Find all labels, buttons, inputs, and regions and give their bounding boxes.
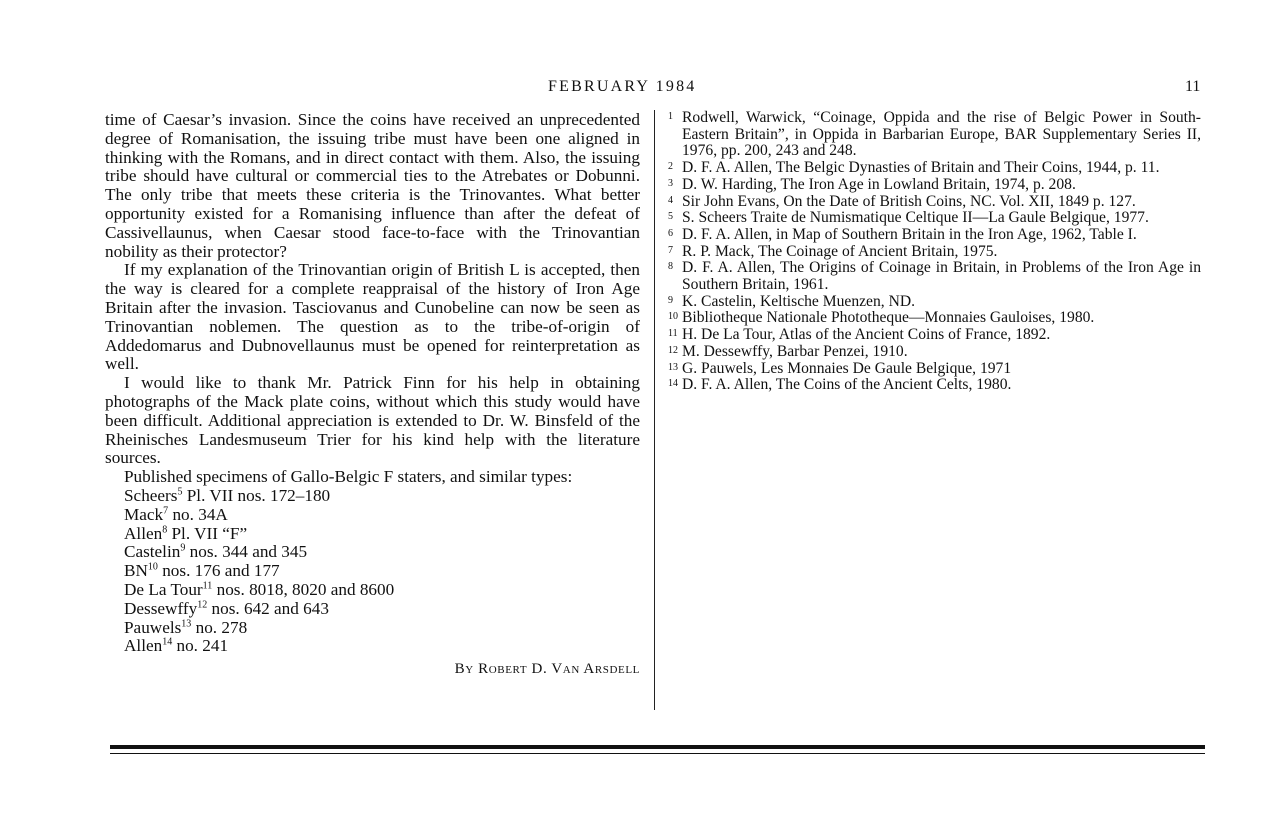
specimen-detail: nos. 176 and 177 — [157, 561, 280, 581]
specimen-source: BN — [124, 561, 148, 581]
footnote-number: 13 — [668, 361, 678, 373]
footnote-text: Bibliotheque Nationale Phototheque—Monnaies Gauloises, 1980. — [682, 309, 1095, 327]
footnotes-column — [668, 110, 1201, 394]
specimen-source: Scheers — [124, 485, 178, 505]
footnote — [668, 294, 1201, 311]
footnote — [668, 177, 1201, 194]
specimen-source: Allen — [124, 636, 163, 656]
footnote-text: D. F. A. Allen, The Coins of the Ancient Celts, 1980. — [682, 376, 1012, 394]
specimen-item — [124, 600, 640, 619]
footnote-number: 4 — [668, 194, 673, 206]
footnote-text: S. Scheers Traite de Numismatique Celtique II—La Gaule Belgique, 1977. — [682, 209, 1149, 227]
footnote-ref: 9 — [180, 542, 186, 554]
footnote — [668, 260, 1201, 293]
specimen-item — [124, 619, 640, 638]
main-text-column — [105, 111, 640, 679]
footnote — [668, 310, 1201, 327]
specimen-detail: nos. 344 and 345 — [185, 542, 308, 562]
footnote — [668, 361, 1201, 378]
footnote-text: D. W. Harding, The Iron Age in Lowland Britain, 1974, p. 208. — [682, 175, 1076, 193]
footnote-ref: 8 — [162, 523, 168, 535]
footnote-number: 3 — [668, 177, 673, 189]
footnote-text: D. F. A. Allen, The Origins of Coinage in Britain, in Problems of the Iron Age in Southern Britain, 1961. — [682, 259, 1201, 294]
footnote — [668, 194, 1201, 211]
specimen-detail: no. 278 — [191, 617, 248, 637]
specimen-detail: nos. 642 and 643 — [207, 598, 329, 618]
footnote-ref: 7 — [163, 505, 169, 516]
footnote-number: 12 — [668, 344, 678, 356]
footnote-number: 6 — [668, 227, 673, 239]
footnote-text: D. F. A. Allen, The Belgic Dynasties of Britain and Their Coins, 1944, p. 11. — [682, 159, 1160, 177]
page-header — [0, 78, 1270, 100]
footnote-text: R. P. Mack, The Coinage of Ancient Britain, 1975. — [682, 242, 998, 260]
specimen-source: Dessewffy — [124, 598, 198, 618]
footnote — [668, 227, 1201, 244]
specimen-item — [124, 543, 640, 562]
footnote-number: 11 — [668, 328, 678, 340]
paragraph-1: time of Caesar’s invasion. Since the coins have received an unprecedented degree of Romanisation, the issuing tribe must have been one aligned in thinking with the Romans, and in direct contact with them. Also, the issuing tribe should have cultural or commercial ties to the Atrebates or Dobunni. The only tribe that meets these criteria is the Trinovantes. What better opportunity existed for a Romanising influence than after the defeat of Cassivellaunus, when Caesar stood face-to-face with the Trinovantian nobility as their protector? — [105, 110, 640, 261]
specimen-source: Pauwels — [124, 617, 182, 637]
footnote — [668, 210, 1201, 227]
column-divider — [654, 110, 655, 710]
bottom-rule-thick — [110, 745, 1205, 749]
footnote — [668, 160, 1201, 177]
specimen-item — [124, 487, 640, 506]
footnote — [668, 244, 1201, 261]
specimen-detail: Pl. VII nos. 172–180 — [182, 485, 331, 505]
running-title: FEBRUARY 1984 — [548, 78, 697, 95]
specimen-detail: Pl. VII “F” — [167, 523, 248, 543]
footnote-ref: 12 — [197, 598, 208, 610]
footnote-text: M. Dessewffy, Barbar Penzei, 1910. — [682, 342, 908, 360]
footnote-number: 10 — [668, 311, 678, 323]
footnote-number: 1 — [668, 111, 673, 122]
footnote-number: 5 — [668, 211, 673, 223]
page-number: 11 — [1185, 78, 1201, 95]
paragraph-2: If my explanation of the Trinovantian origin of British L is accepted, then the way is cleared for a complete reappraisal of the history of Iron Age Britain after the invasion. Tasciovanus and Cunobeline can now be seen as Trinovantian noblemen. The question as to the tribe-of-origin of Addedomarus and Dubnovellaunus must be opened for reinterpretation as well. — [105, 260, 640, 374]
specimen-item — [124, 562, 640, 581]
specimen-source: De La Tour — [124, 579, 203, 599]
footnote-text: Sir John Evans, On the Date of British Coins, NC. Vol. XII, 1849 p. 127. — [682, 192, 1136, 210]
footnote-ref: 10 — [147, 561, 158, 573]
specimen-detail: nos. 8018, 8020 and 8600 — [212, 579, 395, 599]
footnote-text: H. De La Tour, Atlas of the Ancient Coins of France, 1892. — [682, 326, 1051, 344]
footnote-text: Rodwell, Warwick, “Coinage, Oppida and the rise of Belgic Power in South-Eastern Britain”, in Oppida in Barbarian Europe, BAR Supplementary Series II, 1976, pp. 200, 243 and 248. — [682, 109, 1201, 160]
footnote-text: G. Pauwels, Les Monnaies De Gaule Belgique, 1971 — [682, 359, 1012, 377]
specimen-source: Allen — [124, 523, 163, 543]
paragraph-4: Published specimens of Gallo-Belgic F staters, and similar types: — [124, 467, 573, 487]
footnote-text: K. Castelin, Keltische Muenzen, ND. — [682, 292, 915, 310]
footnote-number: 9 — [668, 294, 673, 306]
specimen-source: Castelin — [124, 542, 181, 562]
specimen-item — [124, 506, 640, 525]
specimen-detail: no. 241 — [172, 636, 229, 656]
footnote-ref: 5 — [177, 486, 183, 498]
footnote-ref: 14 — [162, 636, 173, 648]
footnote-text: D. F. A. Allen, in Map of Southern Britain in the Iron Age, 1962, Table I. — [682, 225, 1137, 243]
specimen-item — [124, 637, 640, 656]
footnote-number: 7 — [668, 244, 673, 256]
footnote-number: 8 — [668, 261, 673, 273]
footnote — [668, 377, 1201, 394]
specimen-detail: no. 34A — [168, 504, 228, 524]
footnote — [668, 110, 1201, 160]
bottom-rule-thin — [110, 753, 1205, 754]
specimen-item — [124, 525, 640, 544]
specimen-source: Mack — [124, 504, 164, 524]
footnote-number: 14 — [668, 378, 678, 390]
footnote — [668, 344, 1201, 361]
byline: By Robert D. Van Arsdell — [454, 661, 640, 678]
specimen-item — [124, 581, 640, 600]
footnote — [668, 327, 1201, 344]
footnote-ref: 11 — [202, 580, 213, 592]
paragraph-3: I would like to thank Mr. Patrick Finn for his help in obtaining photographs of the Mack plate coins, without which this study would have been difficult. Additional appreciation is extended to Dr. W. Binsfeld of the Rheinisches Landesmuseum Trier for his kind help with the literature sources. — [105, 373, 640, 468]
footnote-ref: 13 — [181, 617, 192, 629]
footnote-number: 2 — [668, 161, 673, 173]
specimen-list — [105, 487, 640, 656]
